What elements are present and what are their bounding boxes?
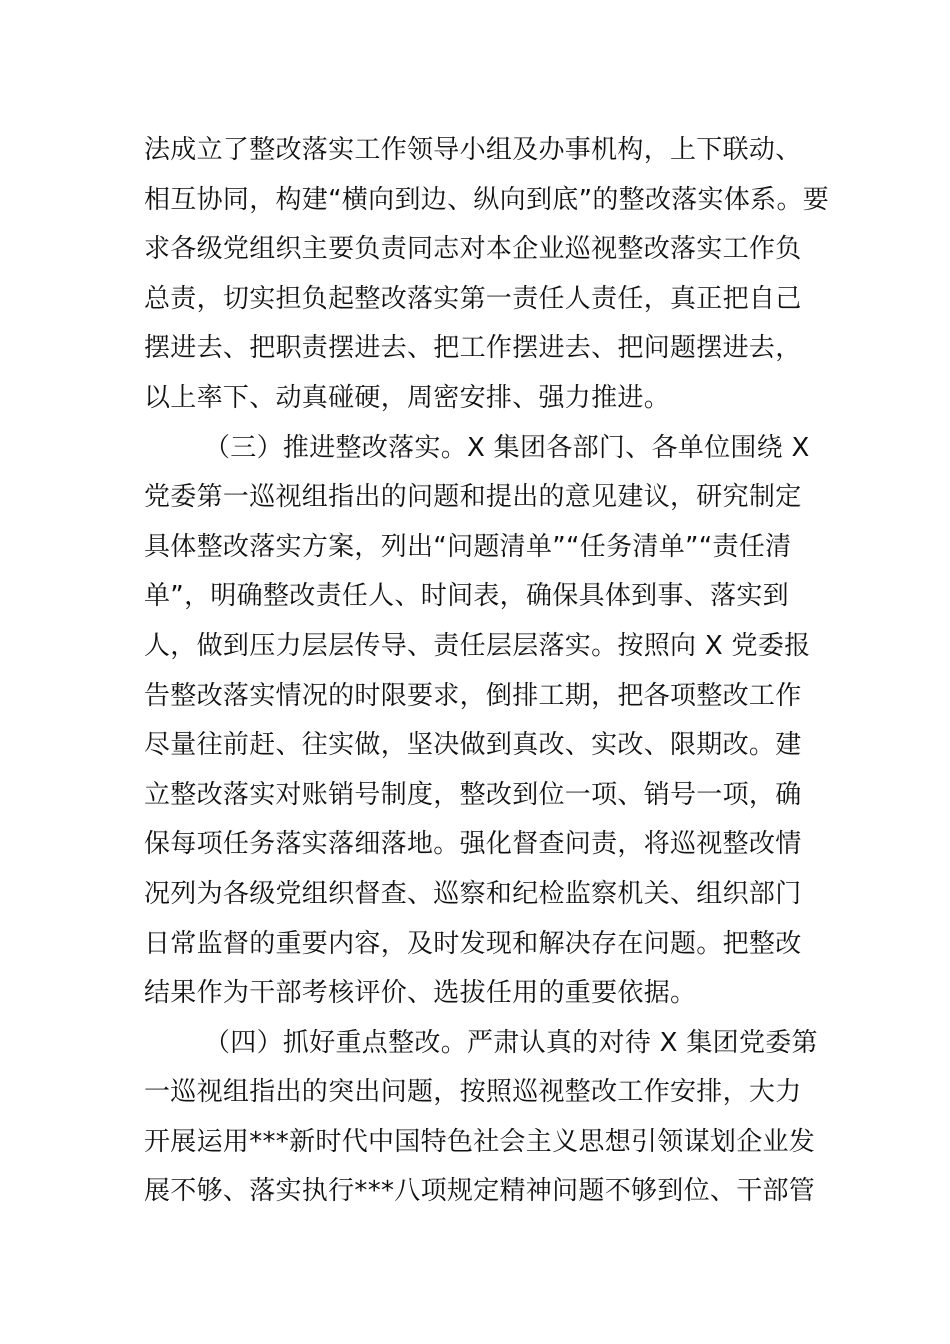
text-line: 相互协同，构建“横向到边、纵向到底”的整改落实体系。要: [144, 184, 830, 215]
text-line: 人，做到压力层层传导、责任层层落实。按照向 X 党委报: [144, 630, 811, 661]
text-line: 以上率下、动真碰硬，周密安排、强力推进。: [144, 382, 671, 413]
text-line: 总责，切实担负起整改落实第一责任人责任，真正把自己: [144, 283, 802, 314]
text-line: 保每项任务落实落细落地。强化督查问责，将巡视整改情: [144, 829, 802, 860]
text-line: 求各级党组织主要负责同志对本企业巡视整改落实工作负: [144, 234, 802, 265]
text-line: 尽量往前赶、往实做，坚决做到真改、实改、限期改。建: [144, 730, 802, 761]
paragraph-start-line: （四）抓好重点整改。严肃认真的对待 X 集团党委第: [204, 1027, 818, 1058]
paragraph-start-line: （三）推进整改落实。X 集团各部门、各单位围绕 X: [204, 432, 810, 463]
text-line: 告整改落实情况的时限要求，倒排工期，把各项整改工作: [144, 680, 802, 711]
text-line: 具体整改落实方案，列出“问题清单”“任务清单”“责任清: [144, 531, 792, 562]
body-text: [144, 126, 830, 1217]
text-line: 党委第一巡视组指出的问题和提出的意见建议，研究制定: [144, 482, 802, 513]
text-line: 立整改落实对账销号制度，整改到位一项、销号一项，确: [144, 779, 802, 810]
text-line: 日常监督的重要内容，及时发现和解决存在问题。把整改: [144, 928, 802, 959]
text-line: 摆进去、把职责摆进去、把工作摆进去、把问题摆进去，: [144, 333, 802, 364]
text-line: 一巡视组指出的突出问题，按照巡视整改工作安排，大力: [144, 1077, 802, 1108]
text-line: 况列为各级党组织督查、巡察和纪检监察机关、组织部门: [144, 878, 802, 909]
text-line: 单”，明确整改责任人、时间表，确保具体到事、落实到: [144, 581, 789, 612]
text-line: 展不够、落实执行***八项规定精神问题不够到位、干部管: [144, 1176, 816, 1207]
text-line: 结果作为干部考核评价、选拔任用的重要依据。: [144, 978, 697, 1009]
text-line: 法成立了整改落实工作领导小组及办事机构，上下联动、: [144, 135, 802, 165]
text-line: 开展运用***新时代中国特色社会主义思想引领谋划企业发: [144, 1126, 816, 1157]
